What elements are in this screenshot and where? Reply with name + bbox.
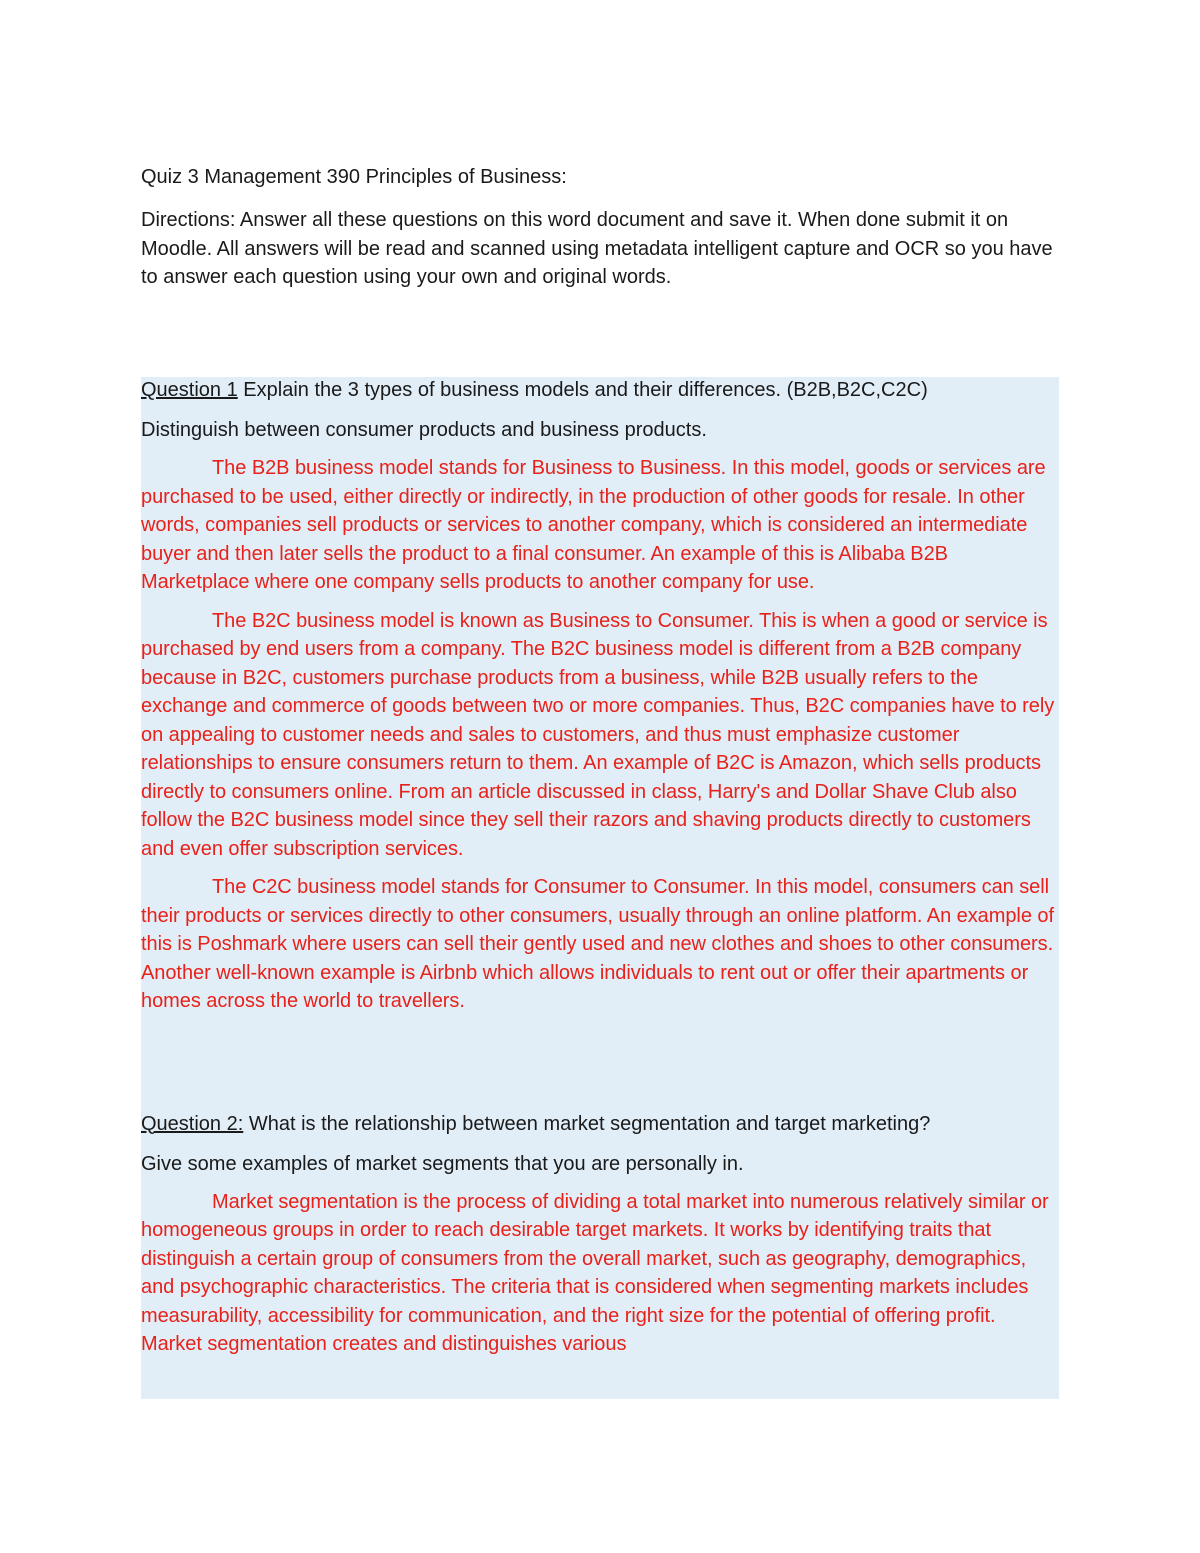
question-1-answer-b2b: The B2B business model stands for Business to Business. In this model, goods or services are purchased to be used, either directly or indirectly, in the production of other goods for resale. In other words, companies sell products or services to another company, which is considered an intermediate buyer and then later sells the product to a final consumer. An example of this is Alibaba B2B Marketplace where one company sells products to another company for use. [141, 457, 1046, 593]
directions-paragraph: Directions: Answer all these questions on this word document and save it. When done submit it on Moodle. All answers will be read and scanned using metadata intelligent capture and OCR so you have to answer each question using your own and original words. [141, 209, 1053, 288]
question-1-answer-c2c: The C2C business model stands for Consumer to Consumer. In this model, consumers can sell their products or services directly to other consumers, usually through an online platform. An example of this is Poshmark where users can sell their gently used and new clothes and shoes to other consumers. Another well-known example is Airbnb which allows individuals to rent out or offer their apartments or homes across the world to travellers. [141, 876, 1054, 1012]
page-title: Quiz 3 Management 390 Principles of Business: [141, 166, 567, 188]
question-2-section [141, 1110, 1059, 1359]
question-2-prompt-line [141, 1110, 1059, 1139]
document-header [141, 163, 1061, 292]
question-1-prompt: Explain the 3 types of business models and their differences. (B2B,B2C,C2C) [237, 379, 928, 401]
question-2-label: Question 2: [141, 1112, 244, 1135]
questions-content [141, 376, 1059, 1359]
question-1-section [141, 376, 1059, 1016]
question-1-subprompt: Distinguish between consumer products and business products. [141, 419, 707, 441]
question-1-prompt-line [141, 376, 1059, 405]
question-2-answer-segmentation: Market segmentation is the process of dividing a total market into numerous relatively similar or homogeneous groups in order to reach desirable target markets. It works by identifying traits that distinguish a certain group of consumers from the overall market, such as geography, demographics, and psychographic characteristics. The criteria that is considered when segmenting markets includes measurability, accessibility for communication, and the right size for the potential of offering profit. Market segmentation creates and distinguishes various [141, 1190, 1049, 1355]
question-1-answer-b2c: The B2C business model is known as Business to Consumer. This is when a good or service is purchased by end users from a company. The B2C business model is different from a B2B company because in B2C, customers purchase products from a business, while B2B usually refers to the exchange and commerce of goods between two or more companies. Thus, B2C companies have to rely on appealing to customer needs and sales to customers, and thus must emphasize customer relationships to ensure consumers return to them. An example of B2C is Amazon, which sells products directly to consumers online. From an article discussed in class, Harry's and Dollar Shave Club also follow the B2C business model since they sell their razors and shaving products directly to customers and even offer subscription services. [141, 609, 1055, 860]
question-1-label: Question 1 [141, 379, 238, 401]
question-2-subprompt: Give some examples of market segments that you are personally in. [141, 1152, 744, 1175]
question-2-prompt: What is the relationship between market segmentation and target marketing? [243, 1112, 931, 1135]
